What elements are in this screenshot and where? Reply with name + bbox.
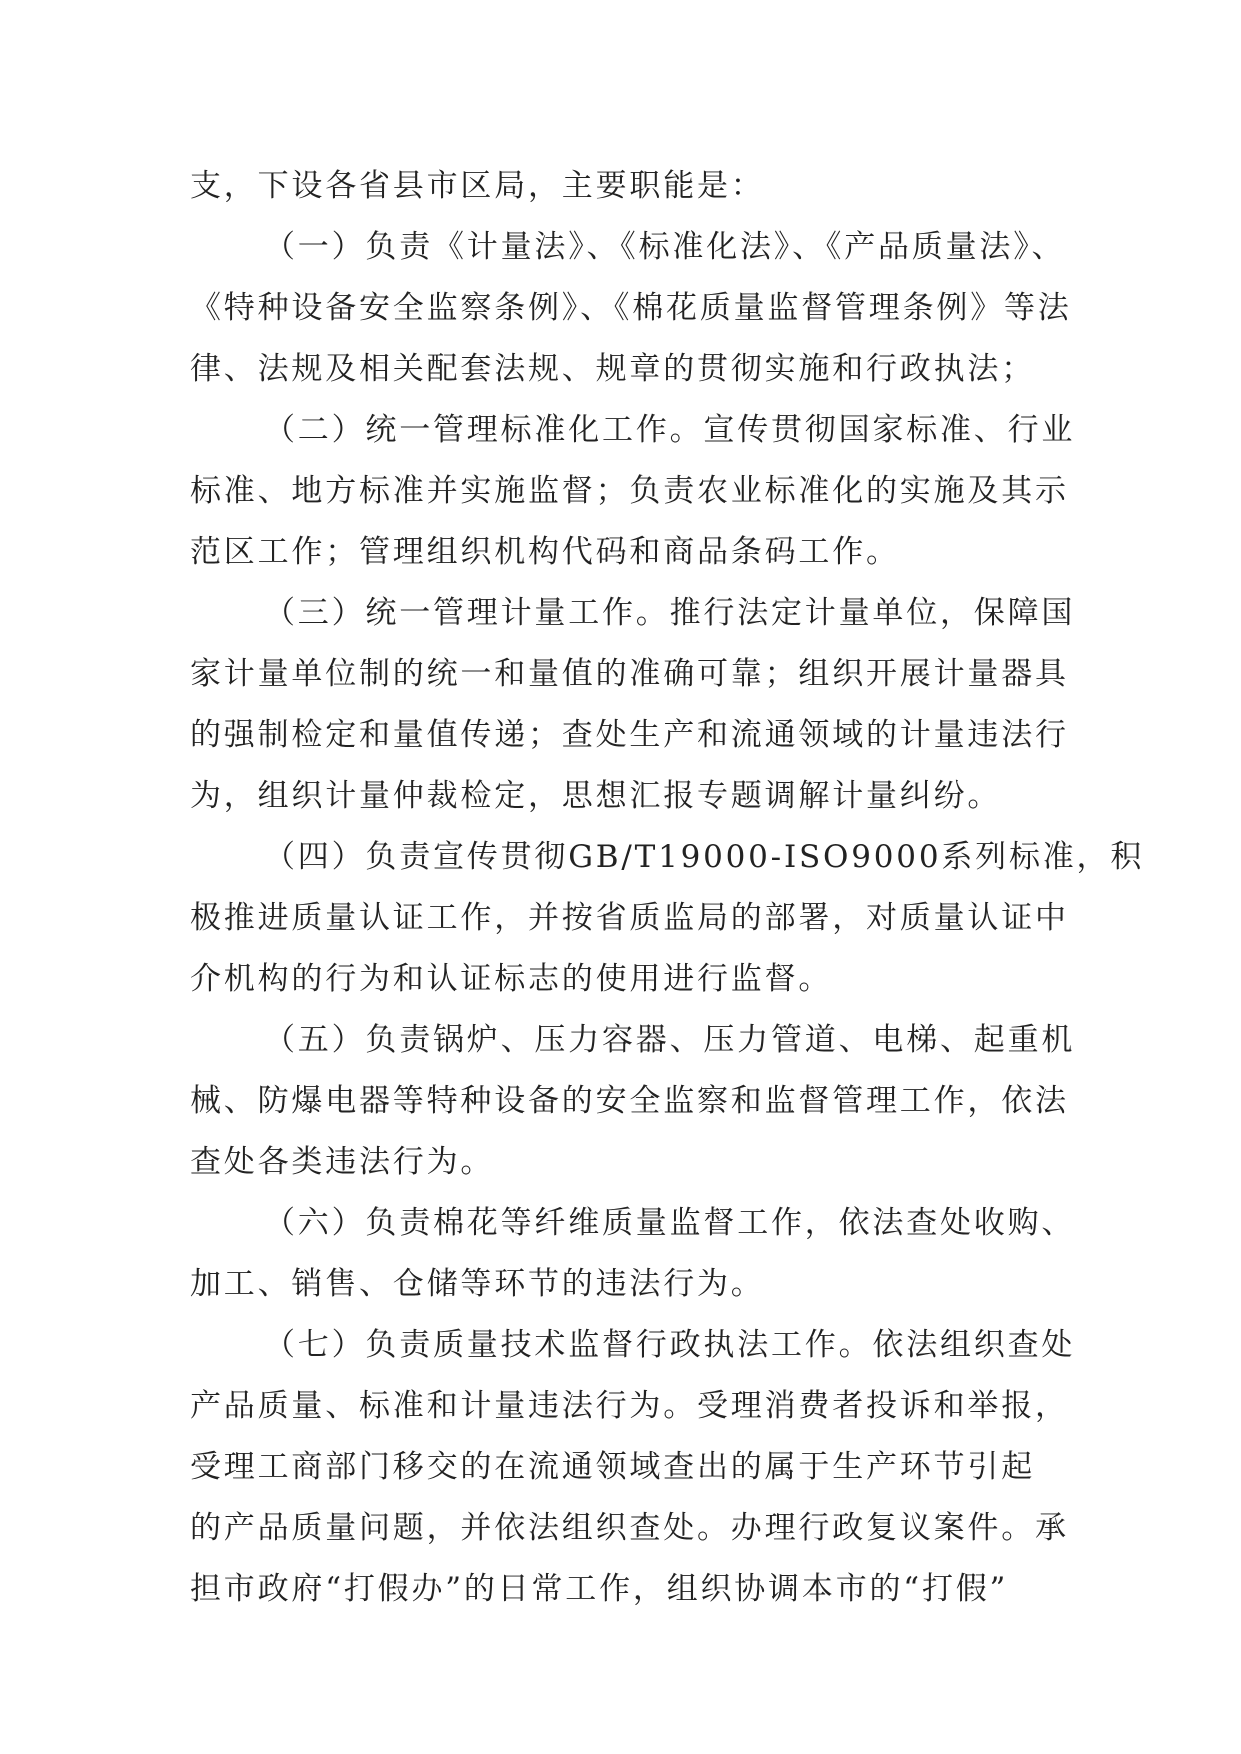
text-line: 家计量单位制的统一和量值的准确可靠；组织开展计量器具 (190, 656, 1069, 692)
text-line: 极推进质量认证工作，并按省质监局的部署，对质量认证中 (190, 900, 1069, 936)
text-line: 查处各类违法行为。 (190, 1144, 495, 1180)
text-line: 为，组织计量仲裁检定，思想汇报专题调解计量纠纷。 (190, 778, 1002, 814)
paragraph-3-start: （三）统一管理计量工作。推行法定计量单位，保障国 (264, 595, 1076, 631)
text-line: 的强制检定和量值传递；查处生产和流通领域的计量违法行 (190, 717, 1069, 753)
text-line: 介机构的行为和认证标志的使用进行监督。 (190, 961, 833, 997)
text-line: 标准、地方标准并实施监督；负责农业标准化的实施及其示 (190, 473, 1069, 509)
text-line: 产品质量、标准和计量违法行为。受理消费者投诉和举报， (190, 1388, 1069, 1424)
paragraph-1-start: （一）负责《计量法》、《标准化法》、《产品质量法》、 (264, 229, 1066, 265)
text-line: 械、防爆电器等特种设备的安全监察和监督管理工作，依法 (190, 1083, 1069, 1119)
paragraph-4-start: （四）负责宣传贯彻GB/T19000-ISO9000系列标准，积 (264, 839, 1145, 875)
text-line: 加工、销售、仓储等环节的违法行为。 (190, 1266, 765, 1302)
paragraph-5-start: （五）负责锅炉、压力容器、压力管道、电梯、起重机 (264, 1022, 1076, 1058)
paragraph-6-start: （六）负责棉花等纤维质量监督工作，依法查处收购、 (264, 1205, 1076, 1241)
text-line: 的产品质量问题，并依法组织查处。办理行政复议案件。承 (190, 1510, 1069, 1546)
text-line: 范区工作；管理组织机构代码和商品条码工作。 (190, 534, 900, 570)
text-line: 《特种设备安全监察条例》、《棉花质量监督管理条例》等法 (190, 290, 1072, 326)
text-line: 受理工商部门移交的在流通领域查出的属于生产环节引起 (190, 1449, 1035, 1485)
paragraph-7-start: （七）负责质量技术监督行政执法工作。依法组织查处 (264, 1327, 1076, 1363)
body-text (190, 156, 1145, 1620)
paragraph-2-start: （二）统一管理标准化工作。宣传贯彻国家标准、行业 (264, 412, 1076, 448)
text-line: 担市政府“打假办”的日常工作，组织协调本市的“打假” (190, 1571, 1009, 1607)
text-line: 支，下设各省县市区局，主要职能是： (190, 168, 765, 204)
text-line: 律、法规及相关配套法规、规章的贯彻实施和行政执法； (190, 351, 1035, 387)
